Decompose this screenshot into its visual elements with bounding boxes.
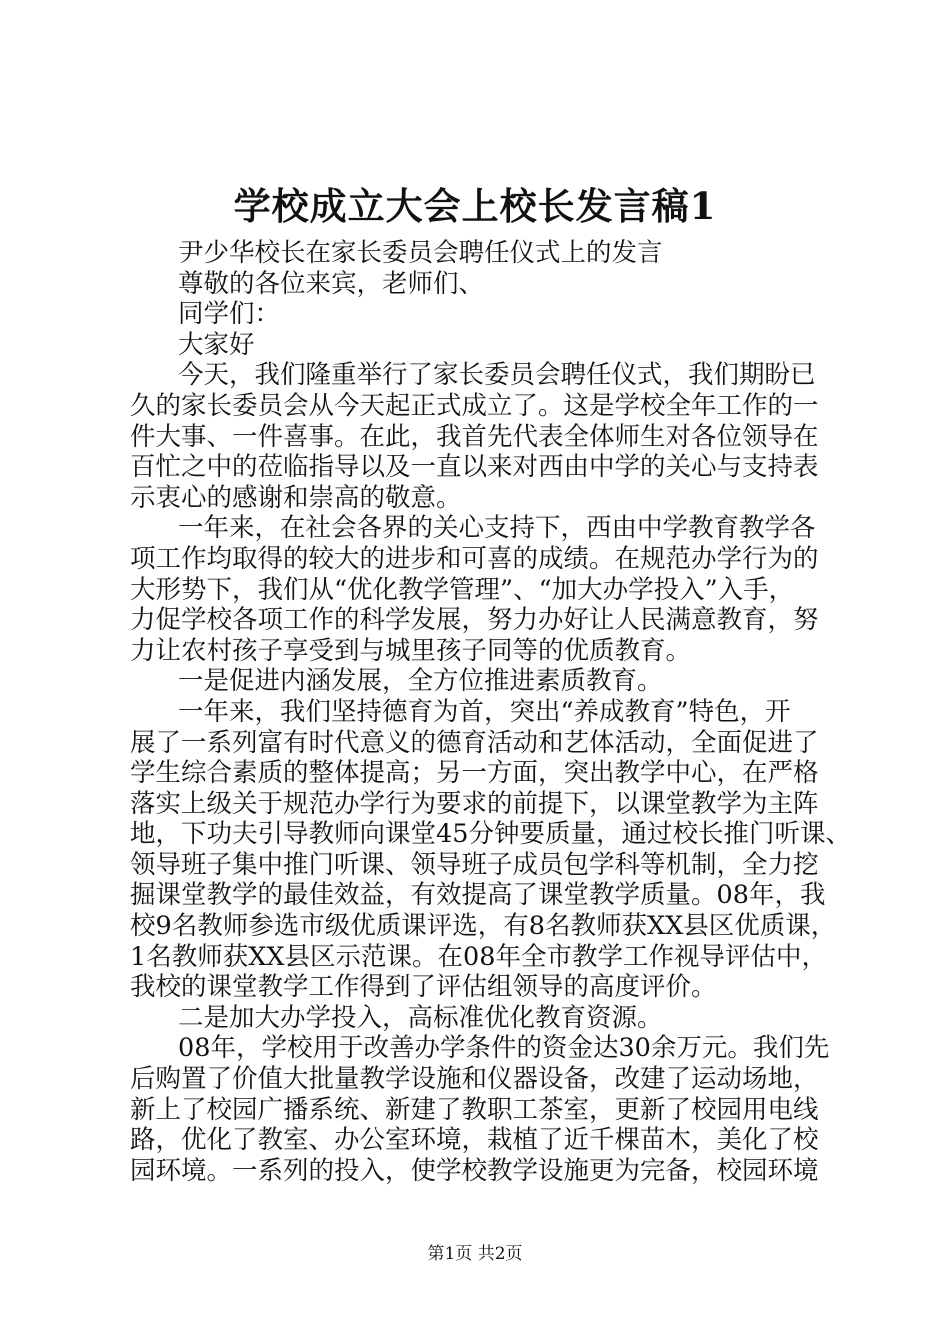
text-line: 领导班子集中推门听课、领导班子成员包学科等机制，全力挖: [130, 849, 819, 880]
text-line: 大家好: [178, 329, 255, 360]
text-line: 我校的课堂教学工作得到了评估组领导的高度评价。: [130, 972, 717, 1003]
text-line: 后购置了价值大批量教学设施和仪器设备，改建了运动场地，: [130, 1064, 819, 1095]
text-line: 力促学校各项工作的科学发展，努力办好让人民满意教育，努: [130, 605, 819, 636]
text-line: 展了一系列富有时代意义的德育活动和艺体活动，全面促进了: [130, 727, 819, 758]
text-line: 百忙之中的莅临指导以及一直以来对西由中学的关心与支持表: [130, 452, 819, 483]
text-line: 地，下功夫引导教师向课堂45分钟要质量，通过校长推门听课、: [130, 819, 851, 850]
text-line: 学生综合素质的整体提高；另一方面，突出教学中心，在严格: [130, 758, 819, 789]
text-line: 新上了校园广播系统、新建了教职工茶室，更新了校园用电线: [130, 1094, 819, 1125]
text-line: 路，优化了教室、办公室环境，栽植了近千棵苗木，美化了校: [130, 1125, 819, 1156]
text-line: 今天，我们隆重举行了家长委员会聘任仪式，我们期盼已: [178, 360, 816, 391]
text-line: 大形势下，我们从“优化教学管理”、“加大办学投入”入手，: [130, 574, 795, 605]
text-line: 08年，学校用于改善办学条件的资金达30余万元。我们先: [178, 1033, 830, 1064]
text-line: 尊敬的各位来宾，老师们、: [178, 268, 485, 299]
text-line: 落实上级关于规范办学行为要求的前提下，以课堂教学为主阵: [130, 788, 819, 819]
text-line: 尹少华校长在家长委员会聘任仪式上的发言: [178, 238, 663, 268]
text-line: 掘课堂教学的最佳效益，有效提高了课堂教学质量。08年，我: [130, 880, 826, 911]
document-body: [130, 238, 851, 1186]
document-title: 学校成立大会上校长发言稿1: [233, 184, 717, 228]
text-line: 同学们：: [178, 299, 281, 330]
text-line: 二是加大办学投入，高标准优化教育资源。: [178, 1002, 663, 1033]
text-line: 一年来，我们坚持德育为首，突出“养成教育”特色，开: [178, 696, 791, 727]
text-line: 件大事、一件喜事。在此，我首先代表全体师生对各位领导在: [130, 421, 819, 452]
text-line: 示衷心的感谢和崇高的敬意。: [130, 482, 462, 513]
text-line: 一是促进内涵发展，全方位推进素质教育。: [178, 666, 663, 697]
text-line: 一年来，在社会各界的关心支持下，西由中学教育教学各: [178, 513, 816, 544]
text-line: 力让农村孩子享受到与城里孩子同等的优质教育。: [130, 635, 692, 666]
text-line: 久的家长委员会从今天起正式成立了。这是学校全年工作的一: [130, 390, 819, 421]
text-line: 项工作均取得的较大的进步和可喜的成绩。在规范办学行为的: [130, 543, 819, 574]
text-line: 校9名教师参选市级优质课评选，有8名教师获XX县区优质课，: [130, 911, 837, 942]
text-line: 园环境。一系列的投入，使学校教学设施更为完备，校园环境: [130, 1155, 819, 1186]
text-line: 1名教师获XX县区示范课。在08年全市教学工作视导评估中，: [130, 941, 827, 972]
page-footer: 第1页 共2页: [427, 1244, 523, 1264]
